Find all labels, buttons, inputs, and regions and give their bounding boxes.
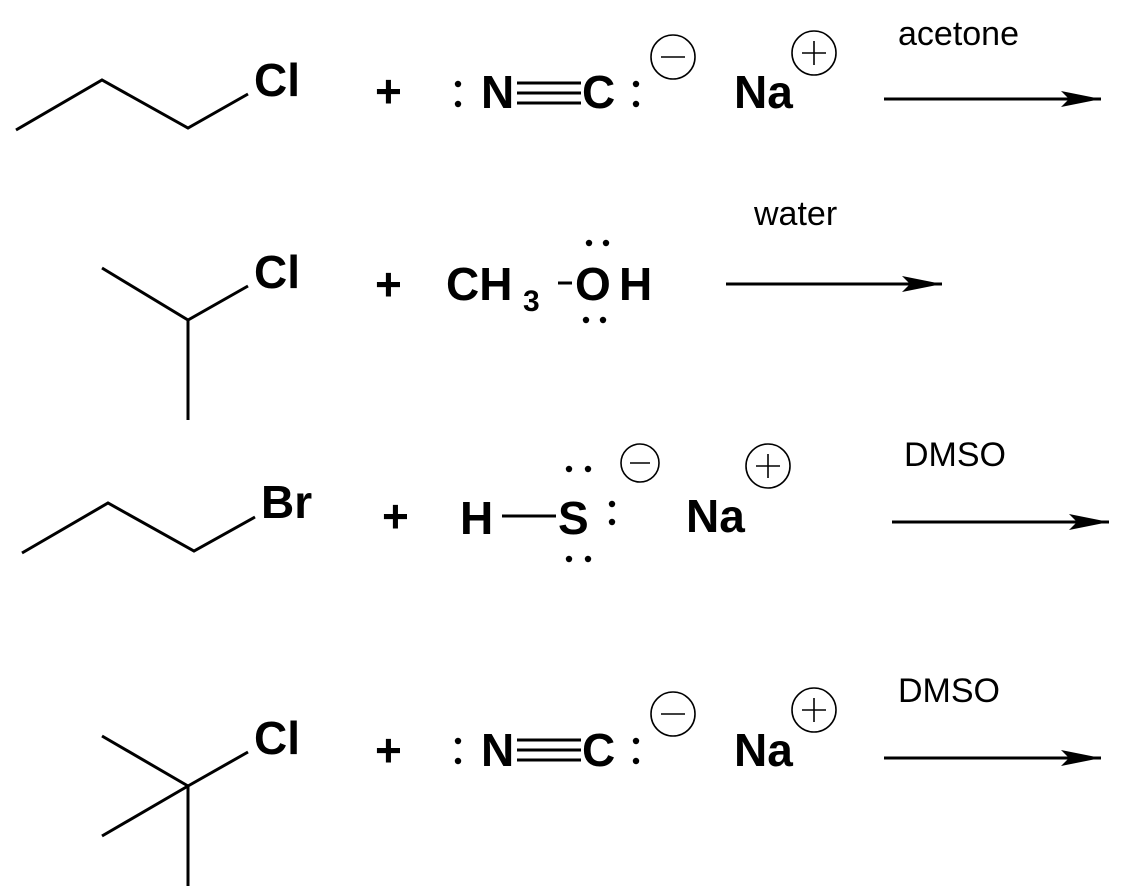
- negative-charge-icon: [651, 692, 695, 736]
- solvent-label: DMSO: [898, 672, 1000, 710]
- substrate-3: [22, 476, 312, 553]
- nitrogen-atom: N: [481, 66, 515, 118]
- subscript-three: 3: [523, 285, 540, 318]
- halogen-label: Cl: [254, 246, 300, 298]
- triple-bond: [517, 740, 581, 760]
- halogen-label: Br: [261, 476, 313, 528]
- halogen-label: Cl: [254, 54, 300, 106]
- carbon-atom: C: [582, 66, 616, 118]
- carbon-atom: C: [582, 724, 616, 776]
- reaction-1: [16, 15, 1101, 130]
- positive-charge-icon: [746, 444, 790, 488]
- solvent-label: acetone: [898, 15, 1019, 53]
- hydrogen-atom: H: [619, 258, 653, 310]
- substrate-2: [102, 246, 300, 420]
- solvent-label: DMSO: [904, 436, 1006, 474]
- reagent-4: [455, 688, 836, 776]
- nitrogen-atom: N: [481, 724, 515, 776]
- lone-pair-c: [633, 738, 639, 764]
- carbon-chain: [22, 503, 255, 553]
- carbon-chain: [102, 268, 248, 320]
- substrate-1: [16, 54, 300, 130]
- carbon-halogen-bond: [188, 752, 248, 786]
- lone-pair-c: [633, 81, 639, 107]
- reaction-3: [22, 436, 1109, 562]
- carbon-chain: [16, 80, 248, 130]
- plus-sign: +: [382, 490, 409, 542]
- negative-charge-icon: [621, 444, 659, 482]
- sodium-counterion: Na: [686, 490, 745, 542]
- reaction-2: [102, 195, 942, 420]
- lone-pair-n: [455, 81, 461, 107]
- lone-pair-bottom: [583, 317, 606, 323]
- methyl-branch: [102, 786, 188, 836]
- lone-pair-n: [455, 738, 461, 764]
- methyl-branch: [102, 736, 188, 786]
- sulfur-atom: S: [558, 492, 589, 544]
- halogen-label: Cl: [254, 712, 300, 764]
- lone-pair-top: [586, 240, 609, 246]
- positive-charge-icon: [792, 688, 836, 732]
- sodium-counterion: Na: [734, 724, 793, 776]
- reagent-1: [455, 31, 836, 118]
- reagent-2: [446, 240, 652, 323]
- oxygen-atom: O: [575, 258, 611, 310]
- triple-bond: [517, 83, 581, 103]
- lone-pair-right: [609, 501, 615, 525]
- lone-pair-bottom: [566, 556, 591, 562]
- solvent-label: water: [754, 195, 838, 233]
- methyl-group: CH: [446, 258, 513, 310]
- reaction-4: [102, 672, 1101, 886]
- positive-charge-icon: [792, 31, 836, 75]
- hydrogen-atom: H: [460, 492, 494, 544]
- plus-sign: +: [375, 65, 402, 117]
- plus-sign: +: [375, 724, 402, 776]
- lone-pair-top: [566, 466, 591, 472]
- plus-sign: +: [375, 258, 402, 310]
- reagent-3: [460, 444, 790, 562]
- substrate-4: [102, 712, 300, 886]
- sodium-counterion: Na: [734, 66, 793, 118]
- negative-charge-icon: [651, 35, 695, 79]
